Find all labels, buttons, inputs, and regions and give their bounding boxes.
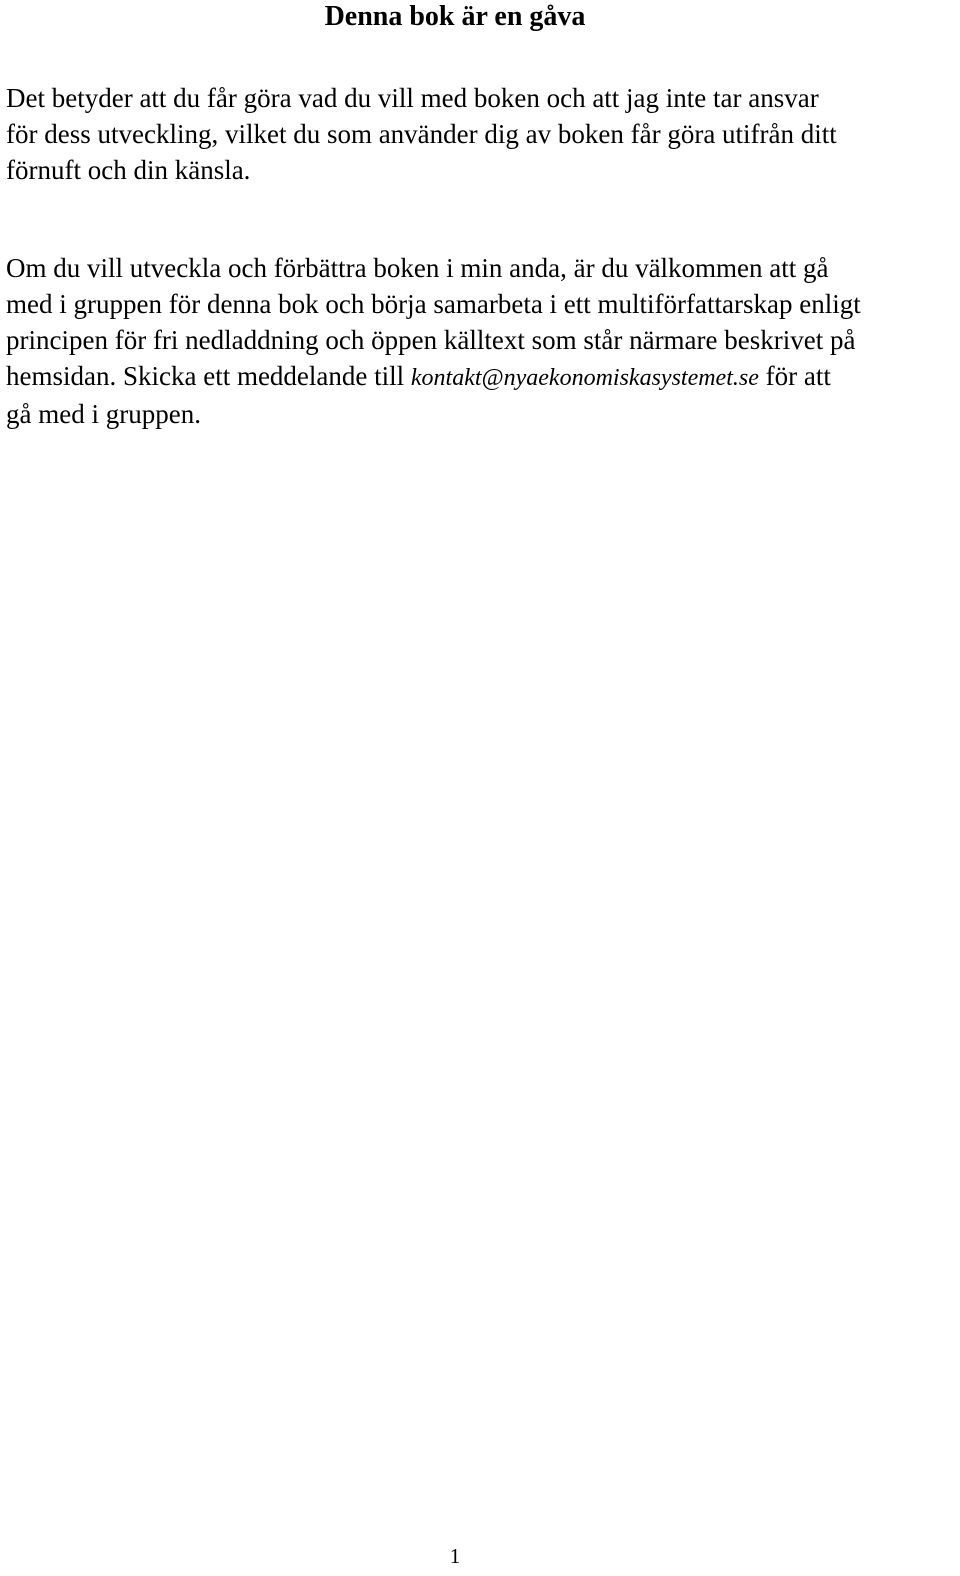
text-segment: hemsidan. Skicka ett meddelande till [6,361,411,391]
text-line: Det betyder att du får göra vad du vill med boken och att jag inte tar ansvar [6,83,819,113]
paragraph-gift-terms [6,80,956,188]
text-line: förnuft och din känsla. [6,155,251,185]
text-line: principen för fri nedladdning och öppen källtext som står närmare beskrivet på [6,325,856,355]
text-segment: för att [758,361,831,391]
text-line-with-email [6,358,956,396]
text-line: för dess utveckling, vilket du som använder dig av boken får göra utifrån ditt [6,119,837,149]
page-number: 1 [449,1544,461,1568]
text-line: gå med i gruppen. [6,399,201,429]
text-line: med i gruppen för denna bok och börja samarbeta i ett multiförfattarskap enligt [6,289,861,319]
paragraph-join-group [6,250,956,432]
page-title: Denna bok är en gåva [324,1,586,32]
text-line: Om du vill utveckla och förbättra boken i min anda, är du välkommen att gå [6,253,829,283]
contact-email: kontakt@nyaekonomiskasystemet.se [410,365,759,391]
